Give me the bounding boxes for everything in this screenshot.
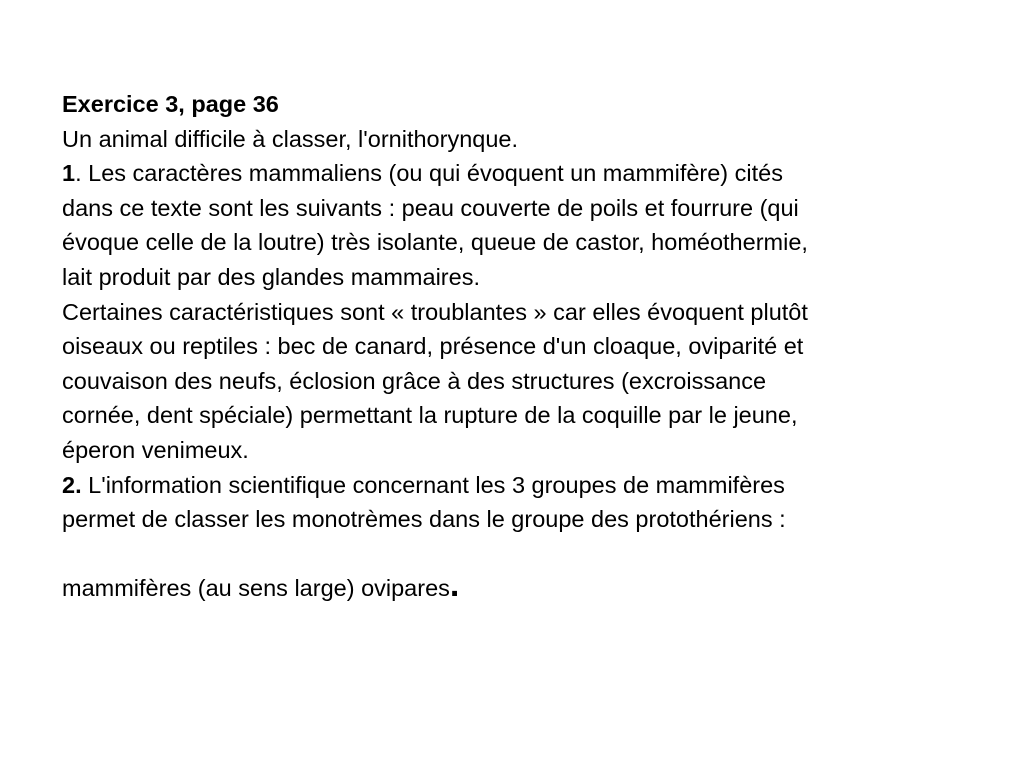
conclusion-line — [62, 566, 1002, 606]
part2-line-2: permet de classer les monotrèmes dans le groupe des protothériens : — [62, 506, 786, 533]
part1-line-5: Certaines caractéristiques sont « troublantes » car elles évoquent plutôt — [62, 298, 808, 325]
part2-line-1 — [62, 468, 1002, 503]
part1-text-1: . Les caractères mammaliens (ou qui évoquent un mammifère) cités — [75, 160, 783, 187]
part1-line-9: éperon venimeux. — [62, 436, 249, 463]
exercise-title: Exercice 3, page 36 — [62, 91, 279, 117]
part1-number: 1 — [62, 160, 76, 187]
part1-line-1 — [62, 156, 1002, 191]
part2-text-1: L'information scientifique concernant les 3 groupes de mammifères — [81, 471, 785, 498]
part1-line-3: évoque celle de la loutre) très isolante, queue de castor, homéothermie, — [62, 229, 808, 256]
part1-line-6: oiseaux ou reptiles : bec de canard, présence d'un cloaque, oviparité et — [62, 333, 804, 360]
part1-line-2: dans ce texte sont les suivants : peau couverte de poils et fourrure (qui — [62, 194, 799, 221]
part1-line-7: couvaison des neufs, éclosion grâce à des structures (excroissance — [62, 367, 767, 394]
blank-line — [62, 537, 1002, 572]
conclusion-text: mammifères (au sens large) ovipares — [62, 575, 450, 602]
final-period: . — [449, 566, 460, 605]
slide-content — [62, 87, 1002, 606]
exercise-subtitle: Un animal difficile à classer, l'ornithorynque. — [62, 125, 519, 152]
part1-line-4: lait produit par des glandes mammaires. — [62, 263, 480, 290]
part1-line-8: cornée, dent spéciale) permettant la rupture de la coquille par le jeune, — [62, 402, 798, 429]
part2-number: 2. — [62, 471, 82, 498]
